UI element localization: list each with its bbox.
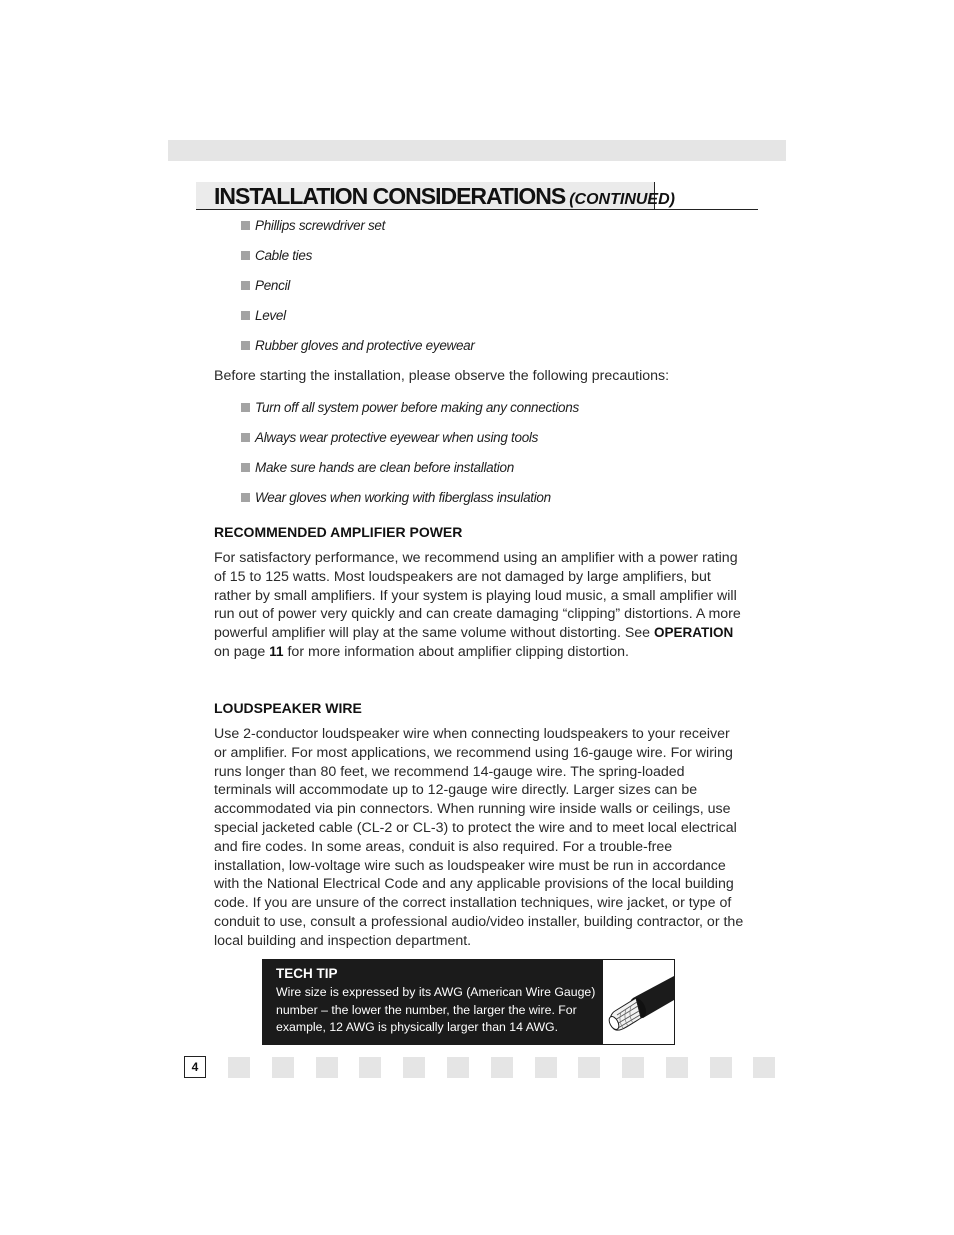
tool-label: Phillips screwdriver set xyxy=(255,218,386,233)
tool-list-item xyxy=(241,247,312,265)
operation-reference: OPERATION xyxy=(654,625,734,641)
bullet-square-icon xyxy=(241,281,250,290)
page-number: 4 xyxy=(184,1056,206,1078)
bullet-square-icon xyxy=(241,251,250,260)
bullet-square-icon xyxy=(241,463,250,472)
page-reference: 11 xyxy=(269,643,284,659)
precaution-label: Make sure hands are clean before installation xyxy=(255,460,514,475)
precaution-list-item xyxy=(241,399,579,417)
tech-tip-illustration xyxy=(603,959,675,1045)
footer-square xyxy=(622,1057,644,1078)
tool-label: Level xyxy=(255,308,286,323)
precaution-list-item xyxy=(241,429,538,447)
precaution-list-item xyxy=(241,489,551,507)
header-band xyxy=(168,140,786,161)
page-title xyxy=(214,181,675,215)
page-title-suffix: (CONTINUED) xyxy=(569,191,675,208)
amplifier-paragraph xyxy=(214,549,744,662)
bullet-square-icon xyxy=(241,493,250,502)
tool-label: Pencil xyxy=(255,278,290,293)
footer-square xyxy=(359,1057,381,1078)
tech-tip-text: Wire size is expressed by its AWG (American Wire Gauge) number – the lower the number, the larger the wire. For example, 12 AWG is physically larger than 14 AWG. xyxy=(276,985,596,1035)
footer-square xyxy=(535,1057,557,1078)
wire-paragraph: Use 2-conductor loudspeaker wire when connecting loudspeakers to your receiver or amplifier. For most applications, we recommend using 16-gauge wire. For wiring runs longer than 80 feet, we recommend 14-gauge wire. The spring-loaded terminals will accommodate up to 12-gauge wire directly. Larger sizes can be accommodated via pin connectors. When running wire inside walls or ceilings, use special jacketed cable (CL-2 or CL-3) to protect the wire and to meet local electrical and fire codes. In some areas, conduit is also required. For a trouble-free installation, low-voltage wire such as loudspeaker wire must be run in accordance with the National Electrical Code and any applicable provisions of the local building code. If you are unsure of the correct installation techniques, wire jacket, or type of conduit to use, consult a professional audio/video installer, building contractor, or the local building and inspection department. xyxy=(214,726,744,949)
bullet-square-icon xyxy=(241,433,250,442)
amplifier-text: For satisfactory performance, we recommend using an amplifier with a power rating of 15 to 125 watts. Most loudspeakers are not damaged by large amplifiers, but rather by small amplifiers. If your system is playing loud music, a small amplifier will run out of power very quickly and can create damaging “clipping” distortions. A more powerful amplifier will play at the same volume without distorting. See xyxy=(214,550,741,642)
stranded-wire-icon xyxy=(603,960,674,1044)
footer-square xyxy=(272,1057,294,1078)
footer-square xyxy=(753,1057,775,1078)
amplifier-text-end: for more information about amplifier clipping distortion. xyxy=(287,643,629,660)
tool-label: Rubber gloves and protective eyewear xyxy=(255,338,475,353)
bullet-square-icon xyxy=(241,403,250,412)
wire-heading: LOUDSPEAKER WIRE xyxy=(214,700,362,716)
footer-square xyxy=(228,1057,250,1078)
tool-label: Cable ties xyxy=(255,248,313,263)
precaution-label: Wear gloves when working with fiberglass insulation xyxy=(255,490,551,505)
tool-list-item xyxy=(241,217,385,235)
bullet-square-icon xyxy=(241,311,250,320)
tech-tip-title: TECH TIP xyxy=(276,966,338,981)
footer-square xyxy=(578,1057,600,1078)
footer-square xyxy=(403,1057,425,1078)
amplifier-heading: RECOMMENDED AMPLIFIER POWER xyxy=(214,524,463,540)
footer-square xyxy=(316,1057,338,1078)
footer-square xyxy=(491,1057,513,1078)
precautions-intro: Before starting the installation, please observe the following precautions: xyxy=(214,368,670,384)
tool-list-item xyxy=(241,337,475,355)
footer-square xyxy=(666,1057,688,1078)
on-page-text: on page xyxy=(214,643,266,660)
footer-square xyxy=(447,1057,469,1078)
precaution-label: Turn off all system power before making any connections xyxy=(255,400,579,415)
precaution-list-item xyxy=(241,459,514,477)
page-title-text: INSTALLATION CONSIDERATIONS xyxy=(214,183,566,209)
tech-tip-box xyxy=(262,959,603,1045)
footer-square xyxy=(710,1057,732,1078)
precaution-label: Always wear protective eyewear when using tools xyxy=(255,430,539,445)
tool-list-item xyxy=(241,307,286,325)
bullet-square-icon xyxy=(241,341,250,350)
bullet-square-icon xyxy=(241,221,250,230)
tool-list-item xyxy=(241,277,290,295)
